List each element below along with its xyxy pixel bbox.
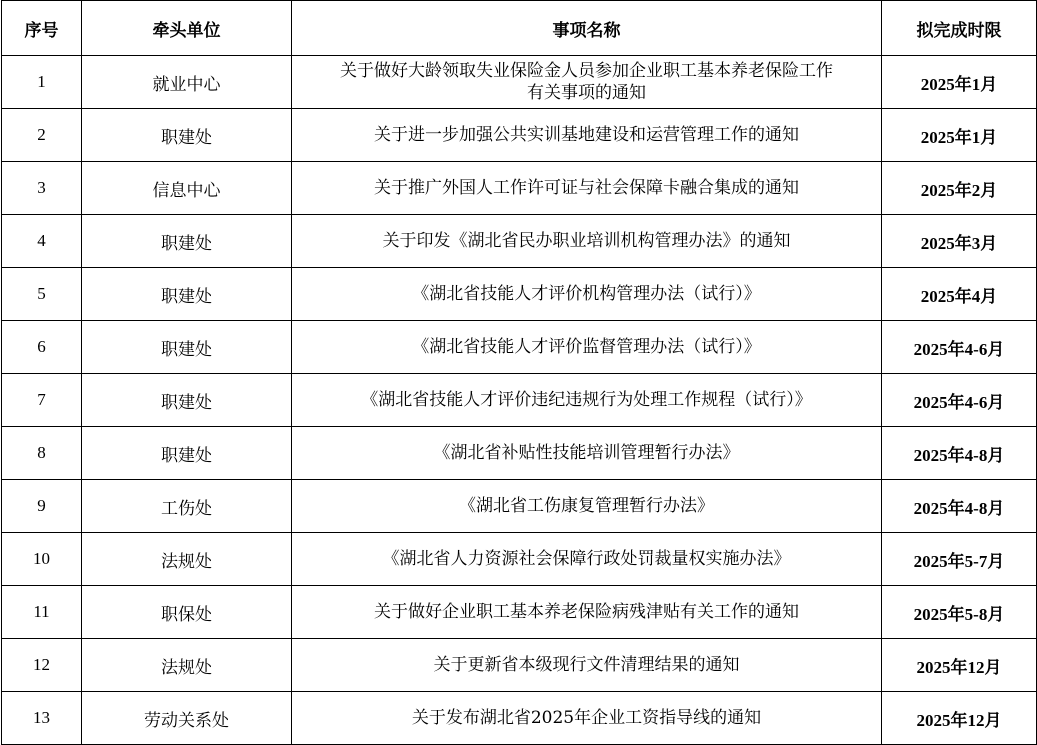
row-title: 《湖北省人力资源社会保障行政处罚裁量权实施办法》: [292, 533, 882, 586]
row-deadline: 2025年1月: [882, 109, 1037, 162]
row-dept: 法规处: [82, 639, 292, 692]
row-dept: 职建处: [82, 268, 292, 321]
table-header-row: [2, 1, 1037, 56]
document-table: [1, 0, 1037, 745]
row-no: 13: [2, 692, 82, 745]
row-title: 关于发布湖北省2025年企业工资指导线的通知: [292, 692, 882, 745]
row-title: 关于更新省本级现行文件清理结果的通知: [292, 639, 882, 692]
row-title: [292, 56, 882, 109]
row-no: 8: [2, 427, 82, 480]
row-deadline: 2025年4月: [882, 268, 1037, 321]
row-no: 2: [2, 109, 82, 162]
row-no: 9: [2, 480, 82, 533]
row-dept: 职建处: [82, 374, 292, 427]
row-deadline: 2025年3月: [882, 215, 1037, 268]
row-deadline: 2025年4-8月: [882, 427, 1037, 480]
header-title: 事项名称: [292, 1, 882, 56]
row-deadline: 2025年12月: [882, 692, 1037, 745]
header-dept: 牵头单位: [82, 1, 292, 56]
row-dept: 职建处: [82, 109, 292, 162]
row-no: 12: [2, 639, 82, 692]
row-no: 4: [2, 215, 82, 268]
row-dept: 工伤处: [82, 480, 292, 533]
row-title: 关于印发《湖北省民办职业培训机构管理办法》的通知: [292, 215, 882, 268]
row-no: 6: [2, 321, 82, 374]
table-row: [2, 639, 1037, 692]
row-dept: 职建处: [82, 427, 292, 480]
row-title: 《湖北省技能人才评价机构管理办法（试行）》: [292, 268, 882, 321]
row-title-line2: 有关事项的通知: [527, 83, 646, 103]
table-row: [2, 162, 1037, 215]
row-deadline: 2025年12月: [882, 639, 1037, 692]
row-dept: 职建处: [82, 321, 292, 374]
row-deadline: 2025年4-6月: [882, 374, 1037, 427]
row-title: 关于推广外国人工作许可证与社会保障卡融合集成的通知: [292, 162, 882, 215]
row-deadline: 2025年1月: [882, 56, 1037, 109]
table-row: [2, 215, 1037, 268]
row-title: 《湖北省技能人才评价违纪违规行为处理工作规程（试行）》: [292, 374, 882, 427]
table-row: [2, 374, 1037, 427]
row-dept: 劳动关系处: [82, 692, 292, 745]
table-row: [2, 692, 1037, 745]
row-title: 关于做好企业职工基本养老保险病残津贴有关工作的通知: [292, 586, 882, 639]
row-deadline: 2025年4-8月: [882, 480, 1037, 533]
row-title: 《湖北省技能人才评价监督管理办法（试行）》: [292, 321, 882, 374]
table-row: [2, 321, 1037, 374]
row-no: 1: [2, 56, 82, 109]
row-dept: 职保处: [82, 586, 292, 639]
table-row: [2, 533, 1037, 586]
row-title: 关于进一步加强公共实训基地建设和运营管理工作的通知: [292, 109, 882, 162]
row-no: 3: [2, 162, 82, 215]
row-no: 10: [2, 533, 82, 586]
row-title: 《湖北省补贴性技能培训管理暂行办法》: [292, 427, 882, 480]
row-title: 《湖北省工伤康复管理暂行办法》: [292, 480, 882, 533]
row-dept: 法规处: [82, 533, 292, 586]
row-no: 11: [2, 586, 82, 639]
row-deadline: 2025年5-8月: [882, 586, 1037, 639]
row-title-line1: 关于做好大龄领取失业保险金人员参加企业职工基本养老保险工作: [340, 61, 833, 81]
row-no: 7: [2, 374, 82, 427]
table-row: [2, 586, 1037, 639]
header-deadline: 拟完成时限: [882, 1, 1037, 56]
row-deadline: 2025年5-7月: [882, 533, 1037, 586]
row-dept: 职建处: [82, 215, 292, 268]
table-row: [2, 56, 1037, 109]
table-row: [2, 268, 1037, 321]
row-deadline: 2025年4-6月: [882, 321, 1037, 374]
row-dept: 就业中心: [82, 56, 292, 109]
table-row: [2, 480, 1037, 533]
row-no: 5: [2, 268, 82, 321]
row-deadline: 2025年2月: [882, 162, 1037, 215]
header-no: 序号: [2, 1, 82, 56]
row-dept: 信息中心: [82, 162, 292, 215]
table-row: [2, 109, 1037, 162]
table-row: [2, 427, 1037, 480]
